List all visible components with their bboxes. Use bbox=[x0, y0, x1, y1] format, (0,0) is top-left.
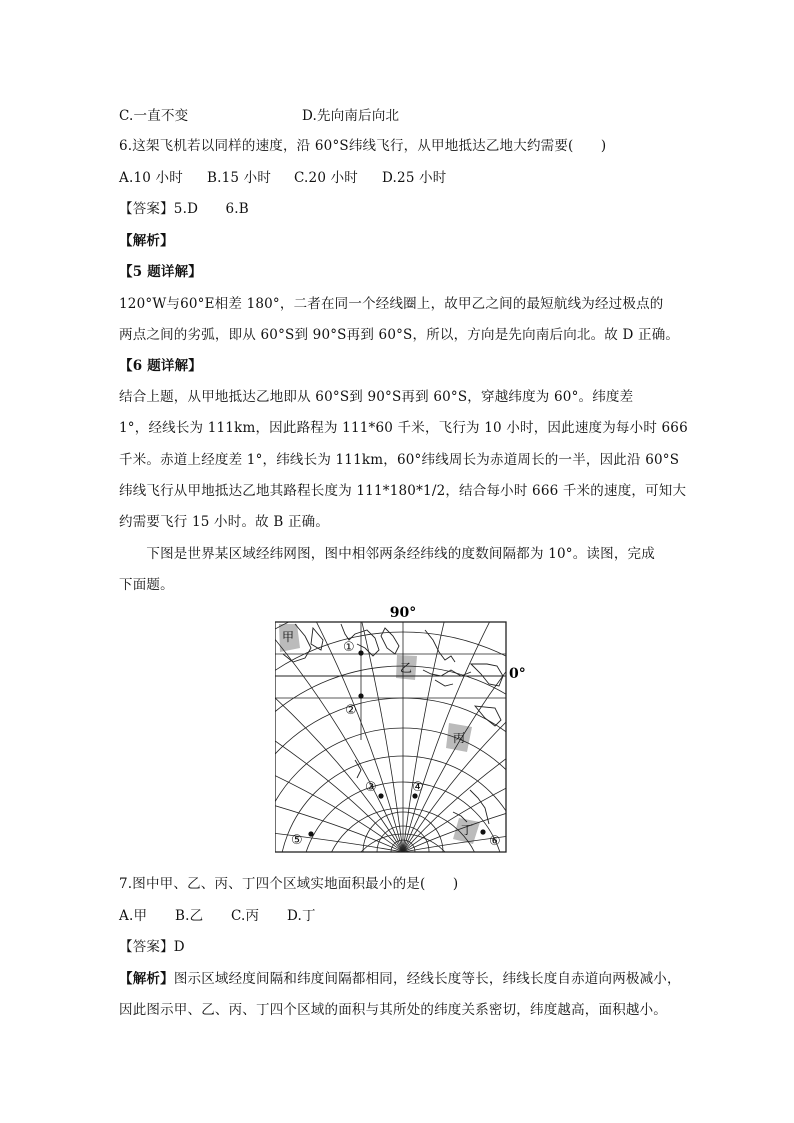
point-6-dot bbox=[480, 829, 485, 834]
q5-detail-line-1: 120°W与60°E相差 180°，二者在同一个经线圈上，故甲乙之间的最短航线为经过极点的 bbox=[119, 296, 664, 312]
point-5-dot bbox=[308, 831, 313, 836]
analysis-7-text-1: 图示区域经度间隔和纬度间隔都相同，经线长度等长，纬线长度自赤道向两极减小， bbox=[173, 971, 681, 987]
q5-detail-label: 【5 题详解】 bbox=[119, 264, 202, 280]
q7-option-c: C.丙 bbox=[231, 908, 260, 924]
q6-detail-line-3: 千米。赤道上经度差 1°，纬线长为 111km，60°纬线周长为赤道周长的一半，因此沿 60°S bbox=[119, 452, 680, 468]
analysis-7-label: 【解析】 bbox=[119, 971, 174, 987]
q6-stem: 6.这架飞机若以同样的速度，沿 60°S纬线飞行，从甲地抵达乙地大约需要( ) bbox=[119, 138, 607, 154]
map-top-label: 90° bbox=[389, 605, 417, 621]
point-3-label: ③ bbox=[365, 780, 377, 795]
q6-detail-line-5: 约需要飞行 15 小时。故 B 正确。 bbox=[119, 514, 330, 530]
region-jia-label: 甲 bbox=[282, 630, 295, 644]
region-yi-label: 乙 bbox=[400, 661, 413, 675]
q5-detail-line-2: 两点之间的劣弧，即从 60°S到 90°S再到 60°S，所以，方向是先向南后向北。故 D 正确。 bbox=[119, 327, 680, 343]
q5-option-d: D.先向南后向北 bbox=[302, 108, 400, 124]
q7-option-a: A.甲 bbox=[119, 908, 148, 924]
answer-7: 【答案】D bbox=[119, 939, 185, 955]
map-frame bbox=[275, 622, 506, 852]
q6-option-d: D.25 小时 bbox=[382, 170, 447, 186]
q5-option-row bbox=[119, 104, 400, 124]
region-bing-label: 丙 bbox=[453, 731, 466, 745]
map-intro-line-2: 下面题。 bbox=[119, 577, 174, 593]
map-intro-line-1: 下图是世界某区域经纬网图，图中相邻两条经纬线的度数间隔都为 10°。读图，完成 bbox=[119, 546, 655, 562]
q7-options bbox=[119, 904, 316, 924]
map-right-label: 0° bbox=[509, 666, 526, 682]
q6-option-b: B.15 小时 bbox=[207, 170, 272, 186]
analysis-7-line-1 bbox=[119, 967, 681, 987]
q6-option-c: C.20 小时 bbox=[294, 170, 359, 186]
point-2-dot bbox=[358, 693, 363, 698]
q6-detail-line-2: 1°，经线长为 111km，因此路程为 111*60 千米，飞行为 10 小时，因此速度为每小时 666 bbox=[119, 420, 688, 436]
point-4-label: ④ bbox=[412, 780, 424, 795]
lat-lon-grid-map bbox=[275, 600, 535, 860]
point-6-label: ⑥ bbox=[489, 834, 501, 849]
point-1-dot bbox=[358, 650, 363, 655]
answer-5-6: 【答案】5.D 6.B bbox=[119, 201, 249, 217]
q7-option-b: B.乙 bbox=[175, 908, 204, 924]
q6-options bbox=[119, 166, 447, 186]
point-2-label: ② bbox=[345, 703, 357, 718]
point-3-dot bbox=[378, 793, 383, 798]
region-ding-label: 丁 bbox=[461, 823, 474, 837]
q6-detail-label: 【6 题详解】 bbox=[119, 358, 202, 374]
q7-stem: 7.图中甲、乙、丙、丁四个区域实地面积最小的是( ) bbox=[119, 876, 459, 892]
q5-option-c: C.一直不变 bbox=[119, 108, 189, 124]
point-5-label: ⑤ bbox=[291, 833, 303, 848]
q6-option-a: A.10 小时 bbox=[119, 170, 183, 186]
q7-option-d: D.丁 bbox=[287, 908, 316, 924]
analysis-label: 【解析】 bbox=[119, 233, 174, 249]
q6-detail-line-4: 纬线飞行从甲地抵达乙地其路程长度为 111*180*1/2，结合每小时 666 千米的速度，可知大 bbox=[119, 483, 687, 499]
analysis-7-line-2: 因此图示甲、乙、丙、丁四个区域的面积与其所处的纬度关系密切，纬度越高，面积越小。 bbox=[119, 1002, 667, 1018]
point-1-label: ① bbox=[343, 640, 355, 655]
q6-detail-line-1: 结合上题，从甲地抵达乙地即从 60°S到 90°S再到 60°S，穿越纬度为 60°。纬度差 bbox=[119, 389, 634, 405]
